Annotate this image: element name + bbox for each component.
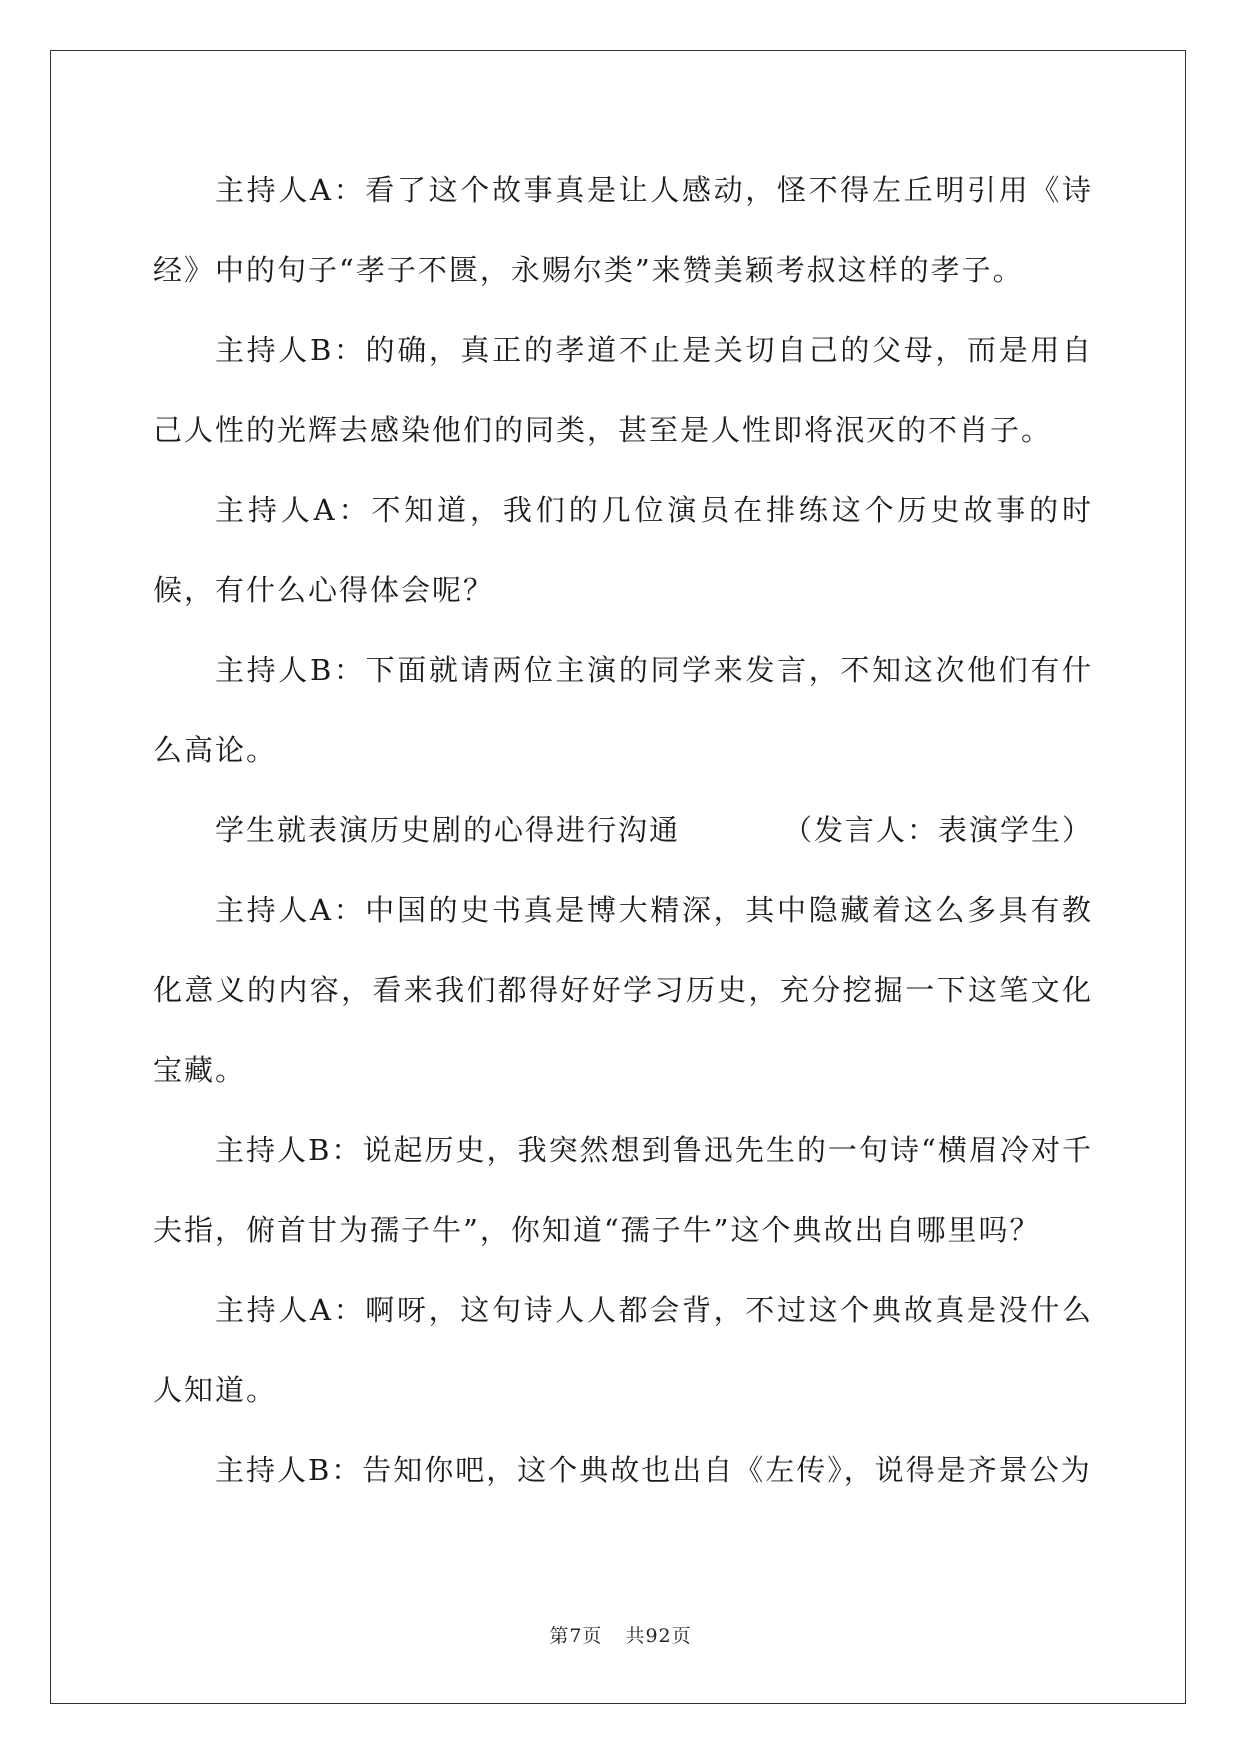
paragraph: 主持人A：看了这个故事真是让人感动，怪不得左丘明引用《诗经》中的句子“孝子不匮，永赐尔类”来赞美颖考叔这样的孝子。: [153, 173, 1093, 287]
activity-description: 学生就表演历史剧的心得进行沟通: [215, 813, 681, 847]
activity-line: [153, 790, 1093, 870]
paragraph: 主持人A：中国的史书真是博大精深，其中隐藏着这么多具有教化意义的内容，看来我们都得好好学习历史，充分挖掘一下这笔文化宝藏。: [153, 893, 1093, 1087]
paragraph: 主持人B：说起历史，我突然想到鲁迅先生的一句诗“横眉冷对千夫指，俯首甘为孺子牛”，你知道“孺子牛”这个典故出自哪里吗？: [153, 1133, 1093, 1247]
page-footer: [0, 1621, 1241, 1648]
page-total: 共92页: [625, 1625, 692, 1647]
document-body: [153, 150, 1093, 1510]
paragraph: 主持人B：的确，真正的孝道不止是关切自己的父母，而是用自己人性的光辉去感染他们的同类，甚至是人性即将泯灭的不肖子。: [153, 333, 1093, 447]
speaker-note: （发言人：表演学生）: [782, 813, 1093, 847]
paragraph: 主持人B：下面就请两位主演的同学来发言，不知这次他们有什么高论。: [153, 653, 1093, 767]
page-number: 第7页: [549, 1625, 603, 1647]
paragraph: 主持人A：啊呀，这句诗人人都会背，不过这个典故真是没什么人知道。: [153, 1293, 1093, 1407]
paragraph: 主持人A：不知道，我们的几位演员在排练这个历史故事的时候，有什么心得体会呢？: [153, 493, 1093, 607]
paragraph: 主持人B：告知你吧，这个典故也出自《左传》，说得是齐景公为: [215, 1453, 1092, 1487]
